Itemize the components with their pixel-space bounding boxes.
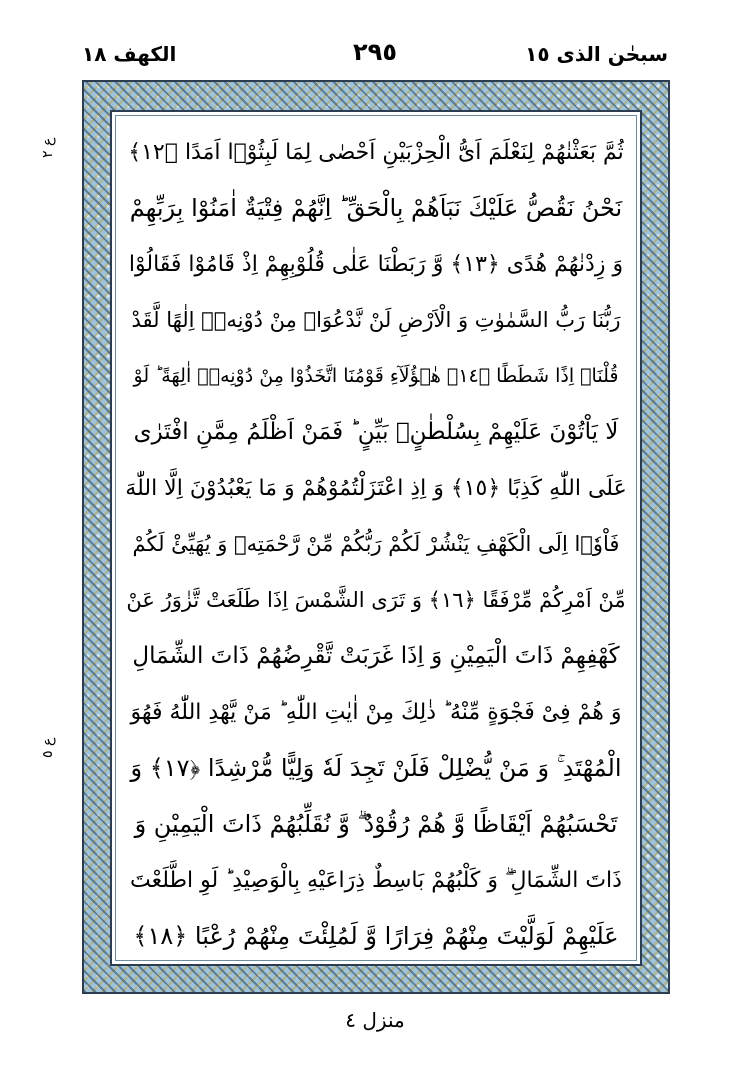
- text-line: مِّنْ اَمْرِكُمْ مِّرْفَقًا ﴿١٦﴾ وَ تَرَی الشَّمْسَ اِذَا طَلَعَتْ تَّزٰوَرُ عَنْ: [126, 588, 626, 612]
- text-line: فَاْوٗۤا اِلَی الْكَهْفِ یَنْشُرْ لَكُمْ رَبُّكُمْ مِّنْ رَّحْمَتِهٖ وَ یُهَیِّئْ لَكُمْ: [132, 532, 620, 556]
- ruku-mark: ع ٥: [40, 737, 56, 759]
- text-line: تَحْسَبُهُمْ اَیْقَاظًا وَّ هُمْ رُقُوْدٌ ۖۗ وَّ نُقَلِّبُهُمْ ذَاتَ الْیَمِیْنِ وَ: [134, 810, 618, 838]
- text-line: رَبُّنَا رَبُّ السَّمٰوٰتِ وَ الْاَرْضِ لَنْ نَّدْعُوَاۡ مِنْ دُوْنِهٖۤ اِلٰهًا لَّقَدْ: [131, 308, 621, 332]
- juz-name: سبحٰن الذی ١٥: [525, 42, 668, 66]
- ruku-mark: ع ٢: [40, 137, 56, 159]
- text-line: وَ هُمْ فِیْ فَجْوَةٍ مِّنْهُ ؕ ذٰلِكَ مِنْ اٰیٰتِ اللّٰهِ ؕ مَنْ یَّهْدِ اللّٰهُ فَهُوَ: [130, 699, 622, 725]
- text-line: قُلْنَاۤ اِذًا شَطَطًا ﴿١٤﴾ هٰۤؤُلَآءِ قَوْمُنَا اتَّخَذُوْا مِنْ دُوْنِهٖۤ اٰلِهَةً ؕ لَوْ: [133, 365, 619, 387]
- text-line: الْمُهْتَدِ ۚ وَ مَنْ یُّضْلِلْ فَلَنْ تَجِدَ لَهٗ وَلِیًّا مُّرْشِدًا ﴿١٧﴾ وَ: [130, 754, 622, 782]
- quran-text-panel: [110, 110, 642, 966]
- text-line: وَ زِدْنٰهُمْ هُدًی ﴿١٣﴾ وَّ رَبَطْنَا عَلٰی قُلُوْبِهِمْ اِذْ قَامُوْا فَقَالُوْا: [128, 251, 624, 277]
- surah-name: الكهف ١٨: [82, 42, 177, 66]
- text-line: عَلَیْهِمْ لَوَلَّیْتَ مِنْهُمْ فِرَارًا وَّ لَمُلِئْتَ مِنْهُمْ رُعْبًا ﴿١٨﴾: [133, 922, 619, 950]
- page-header: [82, 38, 668, 78]
- text-line: نَحْنُ نَقُصُّ عَلَیْكَ نَبَاَهُمْ بِالْحَقِّ ؕ اِنَّهُمْ فِتْیَةٌ اٰمَنُوْا بِرَبِّهِمْ: [129, 194, 623, 222]
- text-line: عَلَی اللّٰهِ كَذِبًا ﴿١٥﴾ وَ اِذِ اعْتَزَلْتُمُوْهُمْ وَ مَا یَعْبُدُوْنَ اِلَّا اللّٰهَ: [125, 475, 627, 501]
- manzil-label: منزل ٤: [345, 1008, 405, 1032]
- page-number: ٢٩٥: [353, 38, 397, 66]
- text-line: كَهْفِهِمْ ذَاتَ الْیَمِیْنِ وَ اِذَا غَرَبَتْ تَّقْرِضُهُمْ ذَاتَ الشِّمَالِ: [132, 643, 620, 669]
- text-line: ثُمَّ بَعَثْنٰهُمْ لِنَعْلَمَ اَیُّ الْحِزْبَیْنِ اَحْصٰی لِمَا لَبِثُوْۤا اَمَدًا ﴿١٢﴾: [128, 139, 624, 165]
- text-line: ذَاتَ الشِّمَالِ ۖۗ وَ كَلْبُهُمْ بَاسِطٌ ذِرَاعَیْهِ بِالْوَصِیْدِ ؕ لَوِ اطَّلَعْتَ: [130, 867, 622, 893]
- text-line: لَا یَاْتُوْنَ عَلَیْهِمْ بِسُلْطٰنٍۭ بَیِّنٍ ؕ فَمَنْ اَظْلَمُ مِمَّنِ افْتَرٰی: [133, 419, 619, 445]
